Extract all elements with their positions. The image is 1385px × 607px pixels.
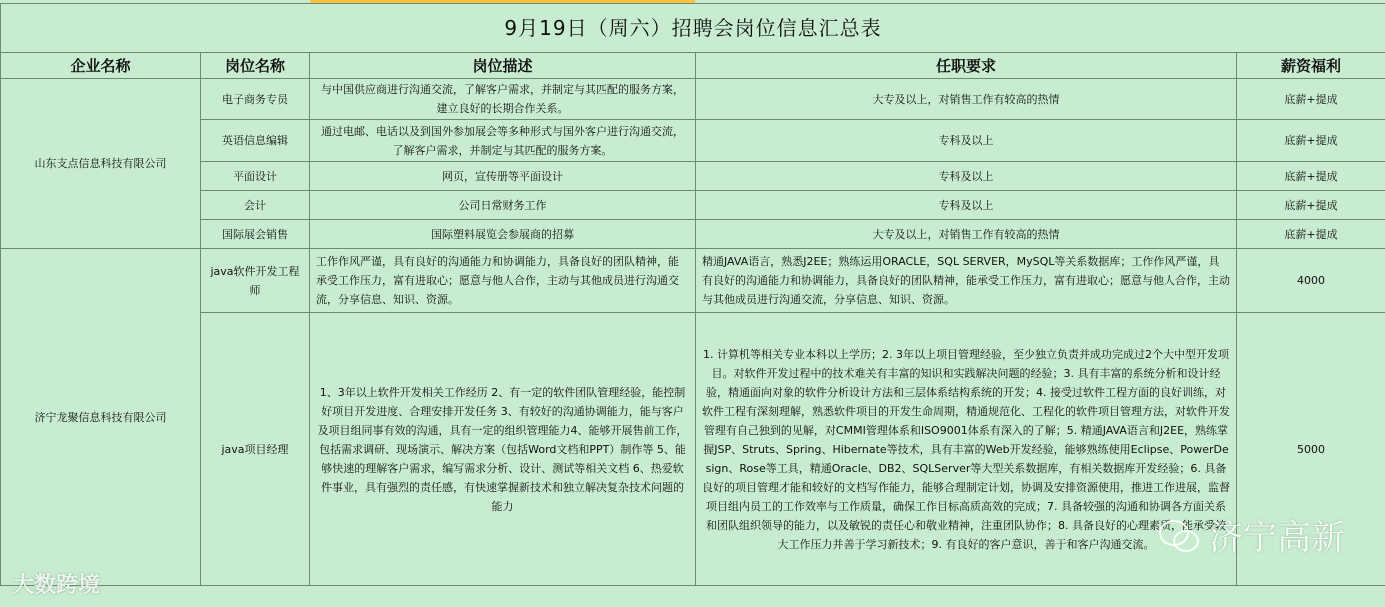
watermark-right-text: 济宁高新 (1209, 518, 1345, 558)
watermark-left-text: 大数跨境 (12, 573, 101, 598)
position-requirements: 1. 计算机等相关专业本科以上学历；2. 3年以上项目管理经验，至少独立负责并成功完成过2个大中型开发项目。对软件开发过程中的技术难关有丰富的知识和实践解决问题的经验；3. 具有丰富的系统分析和设计经验，精通面向对象的软件分析设计方法和三层体系结构系统的开发；4. 接受过软件工程方面的良好训练，对软件工程有深刻理解，熟悉软件项目的开发生命周期，精通规范化、工程化的软件项目管理方法，对软件开发管理有自己独到的见解，对CMMI管理体系和ISO9001体系有深入的了解；5. 精通JAVA语言和J2EE，熟练掌握JSP、Struts、Spring、Hibernate等技术，具有丰富的Web开发经验，能够熟练使用Eclipse、PowerDesign、Rose等工具，精通Oracle、DB2、SQLServer等大型关系数据库，有相关数据库开发经验；6. 具备良好的项目管理才能和较好的文档写作能力，能够合理制定计划，协调及安排资源使用，推进工作进展，监督项目组内员工的工作效率与工作质量，确保工作目标高质高效的完成；7. 具备较强的沟通和协调各方面关系和团队组织领导的能力，以及敏锐的责任心和敬业精神，注重团队协作；8. 具备良好的心理素质，能承受较大工作压力并善于学习新技术；9. 有良好的客户意识，善于和客户沟通交流。 (696, 313, 1237, 586)
table-title: 9月19日（周六）招聘会岗位信息汇总表 (1, 4, 1385, 53)
position-description: 通过电邮、电话以及到国外参加展会等多种形式与国外客户进行沟通交流，了解客户需求，并制定与其匹配的服务方案。 (310, 120, 696, 162)
position-salary: 底薪+提成 (1237, 79, 1385, 120)
company-name: 济宁龙聚信息科技有限公司 (1, 249, 201, 586)
position-requirements: 专科及以上 (696, 191, 1237, 220)
position-description: 公司日常财务工作 (310, 191, 696, 220)
header-salary: 薪资福利 (1237, 53, 1385, 79)
watermark-left (12, 568, 100, 599)
position-requirements: 精通JAVA语言，熟悉J2EE；熟练运用ORACLE，SQL SERVER，MySQL等关系数据库；工作作风严谨，具有良好的沟通能力和协调能力，具备良好的团队精神，能承受工作压力，富有进取心；愿意与他人合作，主动与其他成员进行沟通交流，分享信息、知识、资源。 (696, 249, 1237, 313)
position-name: 平面设计 (201, 162, 310, 191)
header-row (1, 53, 1385, 79)
position-description: 1、3年以上软件开发相关工作经历 2、有一定的软件团队管理经验，能控制好项目开发进度、合理安排开发任务 3、有较好的沟通协调能力，能与客户及项目组同事有效的沟通，具有一定的组织管理能力4、能够开展售前工作，包括需求调研、现场演示、解决方案（包括Word文档和PPT）制作等 5、能够快速的理解客户需求，编写需求分析、设计、测试等相关文档 6、热爱软件事业，具有强烈的责任感，有快速掌握新技术和独立解决复杂技术问题的能力 (310, 313, 696, 586)
position-salary: 4000 (1237, 249, 1385, 313)
company-name: 山东支点信息科技有限公司 (1, 79, 201, 249)
position-requirements: 专科及以上 (696, 120, 1237, 162)
table-row (1, 120, 1385, 162)
position-salary: 底薪+提成 (1237, 120, 1385, 162)
table-row (1, 249, 1385, 313)
watermark-right (1159, 510, 1345, 559)
table-row (1, 220, 1385, 249)
position-description: 网页，宣传册等平面设计 (310, 162, 696, 191)
position-description: 工作作风严谨，具有良好的沟通能力和协调能力，具备良好的团队精神，能承受工作压力，富有进取心；愿意与他人合作，主动与其他成员进行沟通交流，分享信息、知识、资源。 (310, 249, 696, 313)
position-salary: 底薪+提成 (1237, 191, 1385, 220)
position-name: 会计 (201, 191, 310, 220)
position-requirements: 大专及以上，对销售工作有较高的热情 (696, 220, 1237, 249)
position-description: 国际塑料展览会参展商的招募 (310, 220, 696, 249)
header-position: 岗位名称 (201, 53, 310, 79)
table-row (1, 79, 1385, 120)
position-requirements: 专科及以上 (696, 162, 1237, 191)
table-row (1, 162, 1385, 191)
table-row (1, 191, 1385, 220)
position-name: java项目经理 (201, 313, 310, 586)
header-requirements: 任职要求 (696, 53, 1237, 79)
position-salary: 底薪+提成 (1237, 162, 1385, 191)
position-salary: 5000 (1237, 313, 1385, 586)
position-salary: 底薪+提成 (1237, 220, 1385, 249)
position-requirements: 大专及以上，对销售工作有较高的热情 (696, 79, 1237, 120)
header-company: 企业名称 (1, 53, 201, 79)
wechat-icon (1159, 518, 1199, 552)
job-summary-table (0, 3, 1385, 586)
header-description: 岗位描述 (310, 53, 696, 79)
position-name: 英语信息编辑 (201, 120, 310, 162)
position-description: 与中国供应商进行沟通交流，了解客户需求，并制定与其匹配的服务方案，建立良好的长期合作关系。 (310, 79, 696, 120)
position-name: 电子商务专员 (201, 79, 310, 120)
position-name: java软件开发工程师 (201, 249, 310, 313)
position-name: 国际展会销售 (201, 220, 310, 249)
